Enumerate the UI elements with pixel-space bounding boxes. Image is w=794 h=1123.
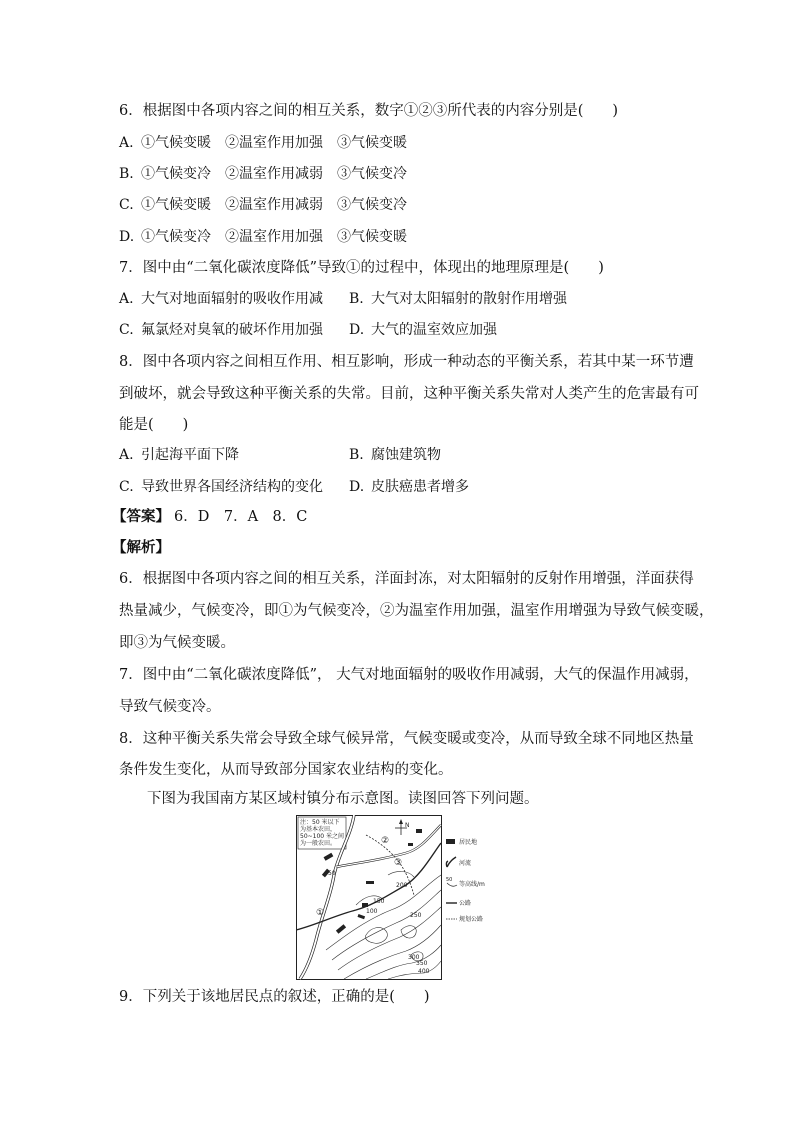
- answer-text: 6．D 7．A 8．C: [174, 509, 308, 525]
- analysis-8-line-2: 条件发生变化，从而导致部分国家农业结构的变化。: [119, 762, 453, 778]
- q6-option-d-text: ①气候变冷 ②温室作用加强 ③气候变暖: [141, 229, 407, 245]
- analysis-7-line-1: 7．图中由“二氧化碳浓度降低”， 大气对地面辐射的吸收作用减弱，大气的保温作用减弱，: [119, 667, 699, 683]
- elevation-50: 50: [328, 870, 336, 877]
- note-line-1: 注：50 米以下: [300, 819, 340, 826]
- q8-option-c-letter: C.: [119, 479, 134, 495]
- q6-option-a-text: ①气候变暖 ②温室作用加强 ③气候变暖: [141, 135, 407, 151]
- q7-option-b-text: 大气对太阳辐射的散射作用增强: [371, 291, 567, 307]
- q8-stem-line-1: 8．图中各项内容之间相互作用、相互影响，形成一种动态的平衡关系，若其中某一环节遭: [119, 354, 694, 370]
- elevation-350: 350: [416, 960, 428, 967]
- river-icon: [446, 857, 456, 867]
- q6-option-b-text: ①气候变冷 ②温室作用减弱 ③气候变冷: [141, 166, 407, 182]
- q6-option-c-text: ①气候变暖 ②温室作用减弱 ③气候变冷: [141, 197, 407, 213]
- q7-option-b-letter: B.: [349, 291, 364, 307]
- q6-option-d-letter: D.: [119, 229, 135, 245]
- analysis-6-line-1: 6．根据图中各项内容之间的相互关系，洋面封冻，对太阳辐射的反射作用增强，洋面获得: [119, 571, 694, 587]
- note-line-3: 50~100 米之间: [300, 833, 345, 840]
- analysis-8-line-1: 8．这种平衡关系失常会导致全球气候异常，气候变暖或变冷，从而导致全球不同地区热量: [119, 731, 694, 747]
- q8-option-b-text: 腐蚀建筑物: [371, 447, 441, 463]
- map-intro: 下图为我国南方某区域村镇分布示意图。读图回答下列问题。: [147, 791, 539, 807]
- q8-option-c-text: 导致世界各国经济结构的变化: [141, 479, 323, 495]
- q8-stem-line-2: 到破坏，就会导致这种平衡关系的失常。目前，这种平衡关系失常对人类产生的危害最有可: [119, 386, 699, 402]
- q7-option-d-text: 大气的温室效应加强: [371, 322, 497, 338]
- legend-contour: 等高线/m: [459, 881, 485, 888]
- q9-stem: 9．下列关于该地居民点的叙述，正确的是( ): [119, 989, 430, 1005]
- q7-option-a-text: 大气对地面辐射的吸收作用减: [141, 291, 323, 307]
- analysis-7-line-2: 导致气候变冷。: [119, 699, 221, 715]
- note-line-4: 为一般农田。: [300, 840, 337, 847]
- analysis-label: 【解析】: [112, 539, 170, 556]
- q8-option-d-text: 皮肤癌患者增多: [371, 479, 469, 495]
- elevation-250: 250: [410, 912, 422, 919]
- q6-stem: 6．根据图中各项内容之间的相互关系，数字①②③所代表的内容分别是( ): [119, 103, 619, 119]
- q8-option-d-letter: D.: [349, 479, 365, 495]
- q7-option-c-text: 氟氯烃对臭氧的破坏作用加强: [141, 322, 323, 338]
- map-legend: [446, 838, 485, 923]
- village-distribution-map: [296, 815, 496, 980]
- q7-option-d-letter: D.: [349, 322, 365, 338]
- q6-option-c-letter: C.: [119, 197, 134, 213]
- legend-planned-road: 规划公路: [459, 916, 484, 923]
- q8-option-a-text: 引起海平面下降: [141, 447, 239, 463]
- q8-option-a-letter: A.: [119, 447, 134, 463]
- elevation-300: 300: [408, 954, 420, 961]
- q7-option-c-letter: C.: [119, 322, 134, 338]
- legend-river: 河流: [459, 860, 472, 867]
- map-label-1: ①: [316, 908, 325, 918]
- map-label-2: ②: [381, 836, 390, 846]
- q7-option-a-letter: A.: [119, 291, 134, 307]
- contour-icon: [447, 883, 457, 886]
- note-line-2: 为基本农田，: [300, 826, 337, 833]
- elevation-100: 100: [366, 908, 378, 915]
- q8-stem-line-3: 能是( ): [119, 417, 189, 433]
- contour-value: 50: [446, 877, 453, 883]
- elevation-150: 150: [373, 898, 385, 905]
- elevation-400: 400: [418, 968, 430, 975]
- analysis-6-line-3: 即③为气候变暖。: [119, 635, 235, 651]
- q8-option-b-letter: B.: [349, 447, 364, 463]
- map-label-3: ③: [394, 858, 403, 868]
- q7-stem: 7．图中由“二氧化碳浓度降低”导致①的过程中，体现出的地理原理是( ): [119, 260, 604, 276]
- north-label: N: [405, 822, 410, 829]
- elevation-200: 200: [396, 882, 408, 889]
- q6-option-b-letter: B.: [119, 166, 134, 182]
- settlement-icon: [446, 839, 455, 844]
- analysis-6-line-2: 热量减少，气候变冷，即①为气候变冷，②为温室作用加强，温室作用增强为导致气候变暖，: [119, 603, 714, 619]
- answer-label: 【答案】: [112, 508, 170, 525]
- legend-settlement: 居民地: [459, 839, 478, 846]
- q6-option-a-letter: A.: [119, 135, 134, 151]
- legend-road: 公路: [459, 900, 472, 907]
